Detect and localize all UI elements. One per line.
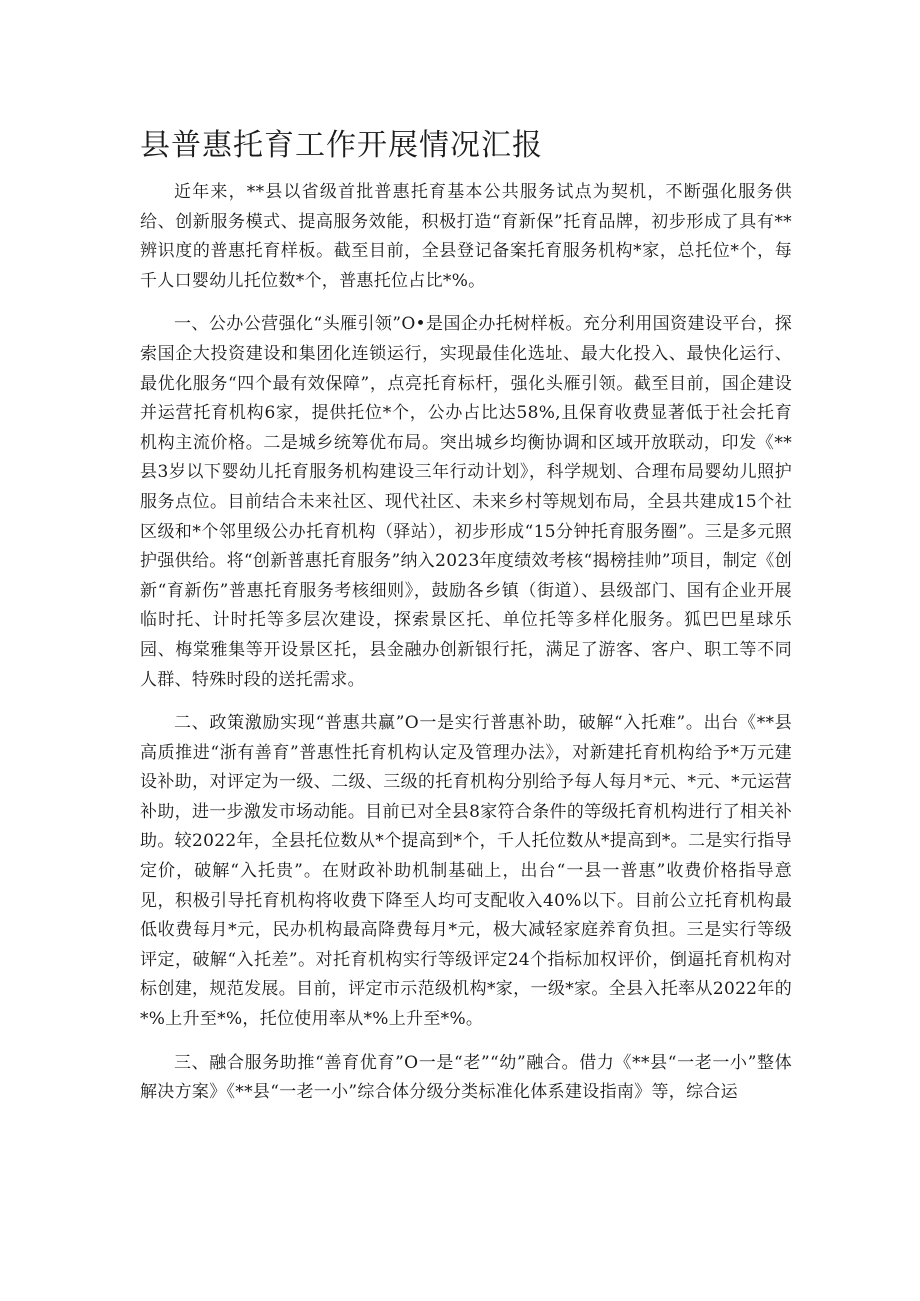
section-one-paragraph: 一、公办公营强化“头雁引领”O•是国企办托树样板。充分利用国资建设平台，探索国企大投资建设和集团化连锁运行，实现最佳化选址、最大化投入、最快化运行、最优化服务“四个最有效保障”，点亮托育标杆，强化头雁引领。截至目前，国企建设并运营托育机构6家，提供托位*个，公办占比达58%,且保育收费显著低于社会托育机构主流价格。二是城乡统筹优布局。突出城乡均衡协调和区域开放联动，印发《**县3岁以下婴幼儿托育服务机构建设三年行动计划》，科学规划、合理布局婴幼儿照护服务点位。目前结合未来社区、现代社区、未来乡村等规划布局，全县共建成15个社区级和*个邻里级公办托育机构（驿站），初步形成“15分钟托育服务圈”。三是多元照护强供给。将“创新普惠托育服务”纳入2023年度绩效考核“揭榜挂帅”项目，制定《创新“育新伤”普惠托育服务考核细则》，鼓励各乡镇（街道）、县级部门、国有企业开展临时托、计时托等多层次建设，探索景区托、单位托等多样化服务。狐巴巴星球乐园、梅棠雅集等开设景区托，县金融办创新银行托，满足了游客、客户、职工等不同人群、特殊时段的送托需求。 bbox=[140, 314, 792, 690]
document-title: 县普惠托育工作开展情况汇报 bbox=[140, 128, 543, 163]
section-three-paragraph: 三、融合服务助推“善育优育”O一是“老”“幼”融合。借力《**县“一老一小”整体解决方案》《**县“一老一小”综合体分级分类标准化体系建设指南》等，综合运 bbox=[140, 1052, 792, 1103]
intro-paragraph: 近年来，**县以省级首批普惠托育基本公共服务试点为契机，不断强化服务供给、创新服务模式、提高服务效能，积极打造“育新保”托育品牌，初步形成了具有**辨识度的普惠托育样板。截至目前，全县登记备案托育服务机构*家，总托位*个，每千人口婴幼儿托位数*个，普惠托位占比*%。 bbox=[140, 182, 792, 291]
section-two-paragraph: 二、政策激励实现“普惠共赢”O一是实行普惠补助，破解“入托难”。出台《**县高质推进“浙有善育”普惠性托育机构认定及管理办法》，对新建托育机构给予*万元建设补助，对评定为一级、二级、三级的托育机构分别给予每人每月*元、*元、*元运营补助，进一步激发市场动能。目前已对全县8家符合条件的等级托育机构进行了相关补助。较2022年，全县托位数从*个提高到*个，千人托位数从*提高到*。二是实行指导定价，破解“入托贵”。在财政补助机制基础上，出台“一县一普惠”收费价格指导意见，积极引导托育机构将收费下降至人均可支配收入40%以下。目前公立托育机构最低收费每月*元，民办机构最高降费每月*元，极大减轻家庭养育负担。三是实行等级评定，破解“入托差”。对托育机构实行等级评定24个指标加权评价，倒逼托育机构对标创建，规范发展。目前，评定市示范级机构*家，一级*家。全县入托率从2022年的*%上升至*%，托位使用率从*%上升至*%。 bbox=[140, 713, 792, 1030]
document-body bbox=[140, 178, 792, 1122]
